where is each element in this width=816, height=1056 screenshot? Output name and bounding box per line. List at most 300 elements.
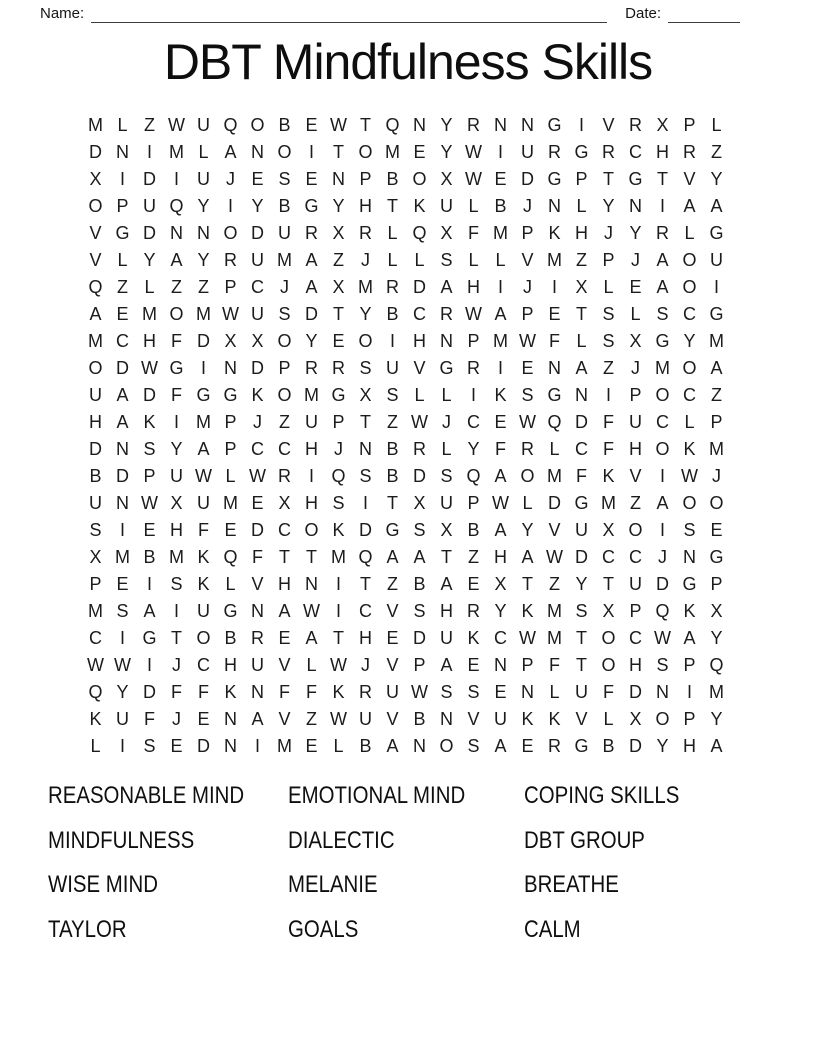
grid-letter: X [89, 169, 102, 189]
grid-letter: N [224, 358, 237, 378]
grid-letter: N [116, 493, 129, 513]
grid-letter: I [119, 520, 125, 540]
grid-letter: Z [117, 277, 128, 297]
grid-letter: Y [521, 520, 534, 540]
grid-letter: X [170, 493, 183, 513]
grid-letter: U [197, 169, 210, 189]
grid-letter: W [519, 331, 536, 351]
grid-letter: N [629, 196, 642, 216]
grid-letter: O [601, 628, 616, 648]
grid-letter: E [710, 520, 723, 540]
grid-letter: N [116, 439, 129, 459]
grid-letter: N [413, 736, 426, 756]
grid-letter: P [467, 331, 480, 351]
grid-letter: P [521, 223, 534, 243]
grid-letter: I [551, 277, 557, 297]
grid-letter: C [197, 655, 210, 675]
grid-letter: W [168, 115, 185, 135]
grid-letter: S [332, 493, 345, 513]
grid-letter: V [251, 574, 264, 594]
grid-letter: F [603, 412, 614, 432]
grid-letter: Q [331, 466, 346, 486]
grid-letter: O [439, 736, 454, 756]
grid-letter: U [710, 250, 723, 270]
grid-letter: M [547, 466, 562, 486]
grid-letter: T [279, 547, 290, 567]
grid-letter: S [575, 601, 588, 621]
grid-letter: H [629, 655, 642, 675]
grid-letter: T [657, 169, 668, 189]
grid-letter: H [575, 223, 588, 243]
grid-letter: J [604, 223, 613, 243]
word-list-item: GOALS [288, 915, 359, 943]
grid-letter: E [170, 736, 183, 756]
grid-letter: E [467, 574, 480, 594]
word-list-item: EMOTIONAL MIND [288, 782, 466, 809]
grid-letter: J [712, 466, 721, 486]
grid-letter: K [548, 709, 561, 729]
grid-letter: A [386, 547, 399, 567]
grid-letter: O [88, 358, 103, 378]
grid-letter: W [330, 115, 347, 135]
grid-letter: U [197, 493, 210, 513]
grid-letter: I [173, 601, 179, 621]
grid-letter: M [169, 547, 184, 567]
grid-letter: T [360, 115, 371, 135]
grid-letter: H [359, 628, 372, 648]
grid-letter: P [521, 655, 534, 675]
grid-letter: A [683, 628, 696, 648]
grid-letter: R [683, 142, 696, 162]
grid-letter: B [602, 736, 615, 756]
grid-letter: J [361, 655, 370, 675]
date-underline [668, 7, 740, 23]
grid-letter: C [89, 628, 102, 648]
grid-letter: E [467, 655, 480, 675]
word-list-item: TAYLOR [48, 915, 127, 943]
grid-letter: Y [575, 574, 588, 594]
grid-letter: B [386, 304, 399, 324]
grid-letter: T [387, 493, 398, 513]
grid-letter: C [575, 439, 588, 459]
grid-letter: G [709, 304, 724, 324]
grid-letter: F [198, 682, 209, 702]
grid-letter: O [601, 655, 616, 675]
grid-letter: U [89, 385, 102, 405]
grid-letter: Q [169, 196, 184, 216]
grid-letter: O [304, 520, 319, 540]
grid-letter: D [143, 385, 156, 405]
grid-letter: D [143, 682, 156, 702]
grid-letter: D [521, 169, 534, 189]
grid-letter: S [683, 520, 696, 540]
grid-letter: C [251, 439, 264, 459]
grid-letter: C [359, 601, 372, 621]
grid-letter: D [251, 358, 264, 378]
grid-letter: D [413, 466, 426, 486]
grid-letter: P [710, 574, 723, 594]
grid-letter: R [440, 304, 453, 324]
grid-letter: I [497, 142, 503, 162]
grid-letter: Y [359, 304, 372, 324]
grid-letter: C [467, 412, 480, 432]
grid-letter: G [142, 628, 157, 648]
grid-letter: L [387, 223, 398, 243]
word-column [288, 774, 524, 952]
grid-letter: C [278, 520, 291, 540]
grid-letter: A [656, 277, 669, 297]
grid-letter: L [468, 196, 479, 216]
grid-letter: I [497, 358, 503, 378]
grid-letter: K [521, 601, 534, 621]
grid-letter: O [223, 223, 238, 243]
grid-letter: A [278, 601, 291, 621]
grid-letter: X [359, 385, 372, 405]
grid-letter: Y [683, 331, 696, 351]
grid-letter: R [467, 358, 480, 378]
grid-letter: Q [655, 601, 670, 621]
grid-letter: L [684, 412, 695, 432]
grid-letter: M [304, 385, 319, 405]
word-list-item: MINDFULNESS [48, 826, 195, 854]
grid-letter: O [358, 331, 373, 351]
word-list-item: REASONABLE MIND [48, 782, 245, 809]
grid-letter: S [413, 601, 426, 621]
grid-letter: Z [306, 709, 317, 729]
grid-letter: M [196, 412, 211, 432]
grid-letter: J [631, 358, 640, 378]
grid-letter: U [440, 196, 453, 216]
grid-letter: Z [198, 277, 209, 297]
grid-letter: A [386, 736, 399, 756]
grid-letter: K [521, 709, 534, 729]
grid-letter: P [224, 277, 237, 297]
grid-letter: V [386, 601, 399, 621]
grid-letter: Q [223, 115, 238, 135]
grid-letter: K [332, 520, 345, 540]
grid-letter: U [440, 493, 453, 513]
grid-letter: V [575, 709, 588, 729]
grid-letter: N [494, 655, 507, 675]
grid-letter: M [115, 547, 130, 567]
grid-letter: E [629, 277, 642, 297]
grid-letter: K [332, 682, 345, 702]
grid-letter: U [575, 520, 588, 540]
grid-letter: N [251, 682, 264, 702]
grid-letter: U [575, 682, 588, 702]
grid-letter: I [659, 196, 665, 216]
grid-letter: L [576, 331, 587, 351]
grid-letter: A [710, 358, 723, 378]
grid-letter: C [251, 277, 264, 297]
grid-letter: Z [603, 358, 614, 378]
grid-letter: P [629, 385, 642, 405]
grid-letter: L [522, 493, 533, 513]
grid-letter: E [521, 736, 534, 756]
grid-letter: A [440, 574, 453, 594]
grid-letter: R [467, 601, 480, 621]
grid-letter: W [141, 493, 158, 513]
grid-letter: E [494, 169, 507, 189]
grid-letter: G [655, 331, 670, 351]
grid-letter: I [119, 628, 125, 648]
grid-letter: X [332, 277, 345, 297]
grid-letter: X [440, 223, 453, 243]
grid-letter: D [629, 736, 642, 756]
grid-letter: J [631, 250, 640, 270]
grid-letter: R [548, 142, 561, 162]
grid-letter: E [332, 331, 345, 351]
grid-letter: M [385, 142, 400, 162]
grid-letter: L [306, 655, 317, 675]
grid-letter: P [710, 412, 723, 432]
grid-letter: O [682, 250, 697, 270]
grid-letter: Q [385, 115, 400, 135]
grid-letter: X [656, 115, 669, 135]
grid-letter: P [683, 655, 696, 675]
grid-letter: C [683, 304, 696, 324]
grid-letter: R [359, 223, 372, 243]
grid-letter: Y [710, 709, 723, 729]
grid-letter: T [360, 412, 371, 432]
grid-letter: O [655, 709, 670, 729]
grid-letter: J [172, 709, 181, 729]
grid-letter: P [224, 439, 237, 459]
grid-letter: Z [711, 142, 722, 162]
grid-letter: U [170, 466, 183, 486]
grid-letter: A [494, 304, 507, 324]
grid-letter: A [656, 250, 669, 270]
grid-letter: X [710, 601, 723, 621]
grid-letter: I [362, 493, 368, 513]
grid-letter: F [198, 520, 209, 540]
grid-letter: D [413, 277, 426, 297]
grid-letter: E [494, 412, 507, 432]
grid-letter: T [171, 628, 182, 648]
grid-letter: V [683, 169, 696, 189]
grid-letter: D [197, 736, 210, 756]
grid-letter: N [197, 223, 210, 243]
grid-letter: L [333, 736, 344, 756]
grid-letter: G [682, 574, 697, 594]
grid-letter: Y [305, 331, 318, 351]
grid-letter: M [547, 601, 562, 621]
grid-letter: L [441, 385, 452, 405]
grid-letter: M [196, 304, 211, 324]
grid-letter: X [413, 493, 426, 513]
grid-letter: R [629, 115, 642, 135]
grid-letter: S [89, 520, 102, 540]
grid-letter: A [494, 466, 507, 486]
grid-letter: N [359, 439, 372, 459]
grid-letter: Z [387, 574, 398, 594]
grid-letter: V [548, 520, 561, 540]
grid-letter: U [305, 412, 318, 432]
grid-letter: M [547, 250, 562, 270]
grid-letter: H [359, 196, 372, 216]
grid-letter: C [278, 439, 291, 459]
grid-letter: P [332, 412, 345, 432]
grid-letter: B [386, 466, 399, 486]
grid-letter: N [305, 574, 318, 594]
grid-letter: U [251, 250, 264, 270]
grid-letter: V [278, 709, 291, 729]
grid-letter: W [195, 466, 212, 486]
grid-letter: P [629, 601, 642, 621]
grid-letter: A [116, 385, 129, 405]
grid-letter: D [251, 223, 264, 243]
grid-letter: Y [602, 196, 615, 216]
grid-letter: L [90, 736, 101, 756]
grid-letter: V [89, 223, 102, 243]
grid-letter: S [656, 304, 669, 324]
grid-letter: A [89, 304, 102, 324]
grid-letter: Z [171, 277, 182, 297]
grid-letter: S [359, 358, 372, 378]
grid-letter: X [89, 547, 102, 567]
grid-letter: I [605, 385, 611, 405]
grid-letter: L [495, 250, 506, 270]
grid-letter: F [576, 466, 587, 486]
grid-letter: C [116, 331, 129, 351]
grid-letter: S [278, 169, 291, 189]
grid-letter: L [468, 250, 479, 270]
grid-letter: D [197, 331, 210, 351]
grid-letter: S [602, 304, 615, 324]
grid-letter: O [412, 169, 427, 189]
grid-letter: R [251, 628, 264, 648]
grid-letter: G [331, 385, 346, 405]
grid-letter: M [223, 493, 238, 513]
grid-letter: B [413, 574, 426, 594]
grid-letter: I [389, 331, 395, 351]
grid-letter: O [628, 520, 643, 540]
grid-letter: P [224, 412, 237, 432]
grid-letter: F [171, 331, 182, 351]
grid-letter: A [683, 196, 696, 216]
grid-letter: T [522, 574, 533, 594]
grid-letter: A [305, 277, 318, 297]
grid-letter: F [171, 385, 182, 405]
grid-letter: L [603, 277, 614, 297]
grid-letter: H [494, 547, 507, 567]
grid-letter: R [305, 223, 318, 243]
grid-letter: H [143, 331, 156, 351]
grid-letter: W [330, 709, 347, 729]
grid-letter: J [442, 412, 451, 432]
grid-letter: S [656, 655, 669, 675]
grid-letter: D [575, 547, 588, 567]
grid-letter: K [251, 385, 264, 405]
grid-letter: K [683, 439, 696, 459]
grid-letter: S [278, 304, 291, 324]
grid-letter: Q [223, 547, 238, 567]
grid-letter: Y [197, 250, 210, 270]
grid-letter: E [305, 169, 318, 189]
header [40, 3, 740, 23]
grid-letter: E [548, 304, 561, 324]
grid-letter: G [304, 196, 319, 216]
grid-letter: H [305, 493, 318, 513]
grid-letter: X [251, 331, 264, 351]
grid-letter: P [89, 574, 102, 594]
puzzle-grid [82, 112, 730, 760]
grid-letter: D [548, 493, 561, 513]
grid-letter: Y [197, 196, 210, 216]
grid-letter: N [440, 331, 453, 351]
grid-letter: I [308, 142, 314, 162]
word-list-item: WISE MIND [48, 871, 158, 898]
grid-letter: F [495, 439, 506, 459]
grid-letter: Z [630, 493, 641, 513]
grid-letter: Y [656, 736, 669, 756]
grid-letter: C [629, 547, 642, 567]
grid-letter: L [576, 196, 587, 216]
grid-letter: D [89, 142, 102, 162]
grid-letter: M [277, 250, 292, 270]
grid-letter: Y [629, 223, 642, 243]
grid-letter: F [468, 223, 479, 243]
grid-letter: U [197, 115, 210, 135]
grid-letter: D [143, 169, 156, 189]
grid-letter: B [224, 628, 237, 648]
grid-letter: N [548, 196, 561, 216]
grid-letter: H [89, 412, 102, 432]
grid-letter: A [305, 628, 318, 648]
grid-letter: G [547, 115, 562, 135]
grid-letter: S [467, 736, 480, 756]
grid-letter: X [602, 601, 615, 621]
grid-letter: B [278, 115, 291, 135]
grid-letter: Y [143, 250, 156, 270]
grid-letter: Q [412, 223, 427, 243]
grid-letter: I [227, 196, 233, 216]
grid-letter: H [413, 331, 426, 351]
grid-letter: I [146, 142, 152, 162]
grid-letter: D [359, 520, 372, 540]
name-label: Name: [40, 5, 85, 22]
grid-letter: L [144, 277, 155, 297]
grid-letter: T [333, 304, 344, 324]
grid-letter: N [251, 142, 264, 162]
grid-letter: J [334, 439, 343, 459]
grid-letter: G [223, 385, 238, 405]
grid-letter: X [440, 169, 453, 189]
grid-letter: T [360, 574, 371, 594]
grid-letter: M [88, 601, 103, 621]
grid-letter: L [549, 682, 560, 702]
grid-letter: U [386, 358, 399, 378]
word-list-item: BREATHE [524, 871, 619, 898]
grid-letter: J [172, 655, 181, 675]
grid-letter: R [521, 439, 534, 459]
grid-letter: D [143, 223, 156, 243]
grid-letter: I [659, 520, 665, 540]
grid-letter: O [520, 466, 535, 486]
grid-letter: L [198, 142, 209, 162]
grid-letter: L [711, 115, 722, 135]
grid-letter: N [413, 115, 426, 135]
grid-letter: C [494, 628, 507, 648]
grid-letter: W [465, 142, 482, 162]
word-list-item: COPING SKILLS [524, 782, 680, 809]
grid-letter: I [686, 682, 692, 702]
grid-letter: X [440, 520, 453, 540]
grid-letter: P [521, 304, 534, 324]
grid-letter: M [709, 682, 724, 702]
grid-letter: H [656, 142, 669, 162]
grid-letter: E [413, 142, 426, 162]
